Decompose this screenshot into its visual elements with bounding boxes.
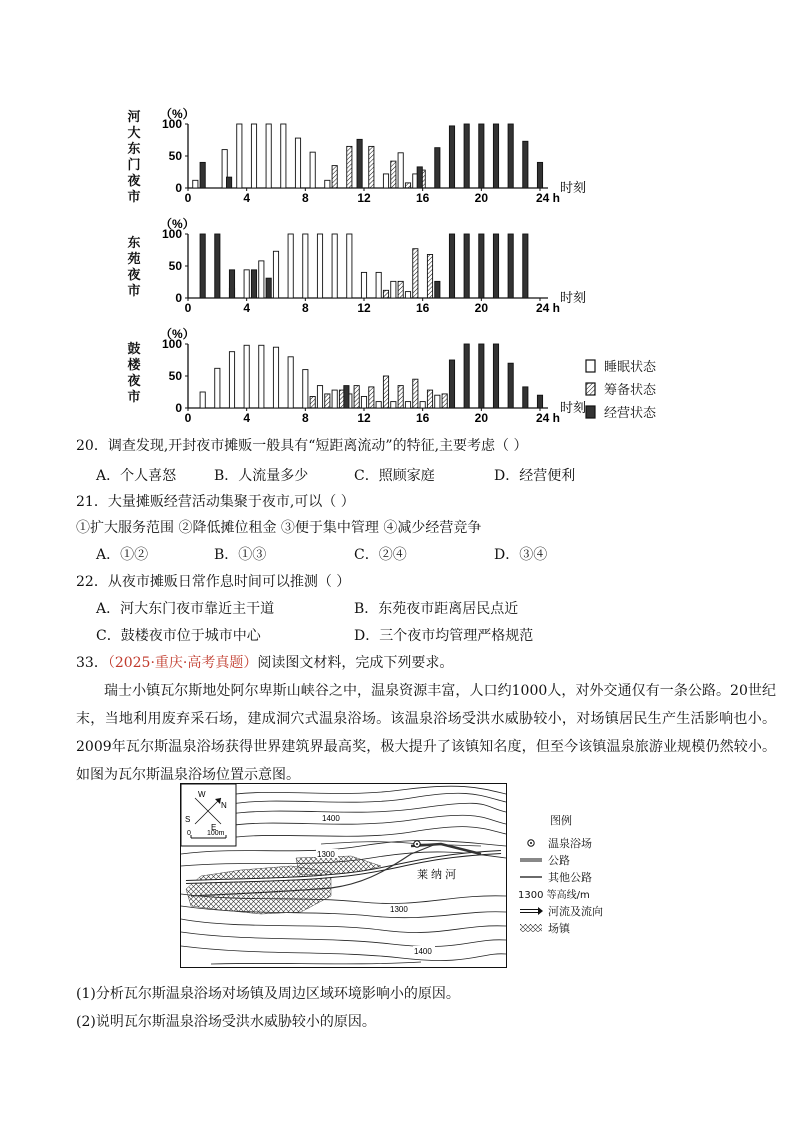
q33-instruction: 阅读图文材料，完成下列要求。: [257, 655, 454, 671]
legend-sleep: [585, 354, 656, 377]
bar-sleep: [310, 152, 315, 188]
chart-dongyuan: [120, 208, 587, 322]
chart-svg-2: [120, 208, 587, 318]
bar-sleep: [347, 234, 352, 298]
bar-sleep: [244, 270, 249, 298]
map-legend-town: [518, 919, 603, 936]
q20-option-a[interactable]: A．个人喜怒: [96, 468, 177, 484]
x-tick-label: 12: [357, 191, 371, 205]
bar-oper: [449, 126, 454, 188]
bar-oper: [464, 124, 469, 188]
bar-sleep: [317, 386, 322, 408]
x-tick-label: 12: [357, 301, 371, 315]
map-legend-river: [518, 902, 603, 919]
y-axis-label: （%）: [160, 107, 195, 121]
map-legend-other-road: [518, 868, 603, 885]
bar-sleep: [435, 395, 440, 408]
q22-option-a[interactable]: A．河大东门夜市靠近主干道: [96, 601, 275, 617]
bar-prep: [398, 281, 403, 298]
y-tick-label: 0: [175, 401, 182, 415]
y-tick-label: 0: [175, 181, 182, 195]
bar-oper: [508, 234, 513, 298]
map-legend-other-road-label: 其他公路: [548, 870, 592, 884]
x-axis-label: 时刻: [560, 180, 587, 195]
x-tick-label: 20: [474, 301, 489, 315]
chart-label-3: 鼓 楼 夜 市: [127, 342, 141, 405]
legend-prep-swatch: [585, 382, 597, 396]
q20-option-d[interactable]: D．经营便利: [494, 468, 576, 484]
bar-oper: [464, 234, 469, 298]
chart-legend: [585, 354, 656, 423]
bar-sleep: [288, 357, 293, 408]
bar-oper: [479, 124, 484, 188]
chart-hedadongmen: [120, 98, 587, 212]
compass-e: E: [211, 823, 217, 832]
chart-label-1: 河 大 东 门 夜 市: [127, 110, 141, 205]
bar-sleep: [332, 390, 337, 408]
scale-zero: 0: [187, 830, 191, 837]
bar-sleep: [273, 347, 278, 408]
q22-option-d[interactable]: D．三个夜市均管理严格规范: [354, 628, 534, 644]
bar-sleep: [391, 402, 396, 408]
x-tick-label: 20: [474, 411, 489, 425]
x-tick-label: 16: [415, 411, 430, 425]
y-tick-label: 50: [168, 149, 182, 163]
bar-prep: [347, 146, 352, 188]
bar-sleep: [295, 138, 300, 188]
legend-sleep-label: 睡眠状态: [604, 360, 657, 375]
x-tick-label: 12: [357, 411, 371, 425]
map-legend-contour: [518, 885, 603, 902]
bar-sleep: [200, 392, 205, 408]
bar-oper: [479, 234, 484, 298]
bar-prep: [405, 183, 410, 188]
compass-w: W: [198, 790, 206, 799]
x-tick-label: 8: [301, 411, 309, 425]
bar-sleep: [229, 352, 234, 408]
map-legend-river-label: 河流及流向: [548, 904, 603, 918]
bar-sleep: [215, 368, 220, 408]
map-legend-spa: [518, 834, 603, 851]
bar-oper: [479, 344, 484, 408]
y-axis-label: （%）: [160, 217, 195, 231]
bar-sleep: [391, 281, 396, 298]
bar-prep: [391, 161, 396, 188]
bar-oper: [449, 360, 454, 408]
bar-sleep: [325, 180, 330, 188]
bar-sleep: [303, 234, 308, 298]
bar-sleep: [237, 124, 242, 188]
bar-oper: [266, 278, 271, 298]
x-axis-label: 时刻: [560, 290, 587, 305]
q20-option-c[interactable]: C．照顾家庭: [354, 468, 435, 484]
compass-s: S: [185, 815, 191, 824]
bar-prep: [413, 249, 418, 298]
x-axis-label: 时刻: [560, 400, 587, 415]
x-tick-label: 24 h: [535, 411, 561, 425]
bar-sleep: [317, 234, 322, 298]
bar-sleep: [383, 174, 388, 188]
bar-sleep: [288, 234, 293, 298]
spa-icon: [518, 837, 544, 849]
bar-oper: [508, 363, 513, 408]
bar-oper: [537, 162, 542, 188]
q33-sub2: (2)说明瓦尔斯温泉浴场受洪水威胁较小的原因。: [76, 1014, 376, 1030]
bar-sleep: [361, 396, 366, 408]
q22-option-c[interactable]: C．鼓楼夜市位于城市中心: [96, 628, 261, 644]
chart-svg-1: [120, 98, 587, 208]
y-axis-label: （%）: [160, 327, 195, 341]
q33-passage: 瑞士小镇瓦尔斯地处阿尔卑斯山峡谷之中，温泉资源丰富，人口约1000人，对外交通仅有一条公路。20世纪末，当地利用废弃采石场，建成洞穴式温泉浴场。该温泉浴场受洪水威胁较小，对场镇居民生产生活影响也小。2009年瓦尔斯温泉浴场获得世界建筑界最高奖，极大提升了该镇知名度，但至今该镇温泉旅游业规模仍然较小。如图为瓦尔斯温泉浴场位置示意图。: [76, 683, 776, 783]
bar-sleep: [420, 402, 425, 408]
bar-sleep: [398, 153, 403, 188]
bar-oper: [464, 344, 469, 408]
bar-prep: [310, 396, 315, 408]
y-tick-label: 50: [168, 369, 182, 383]
bar-oper: [215, 234, 220, 298]
bar-oper: [523, 387, 528, 408]
x-tick-label: 0: [184, 191, 192, 205]
x-tick-label: 0: [184, 301, 192, 315]
bar-oper: [493, 124, 498, 188]
valls-map-svg: [181, 784, 506, 967]
bar-prep: [442, 394, 447, 408]
y-tick-label: 100: [161, 227, 182, 241]
y-tick-label: 0: [175, 291, 182, 305]
bar-sleep: [405, 292, 410, 298]
river-arrow-icon: [518, 905, 544, 917]
bar-oper: [523, 141, 528, 188]
x-tick-label: 8: [301, 301, 309, 315]
bar-oper: [357, 139, 362, 188]
map-legend: [518, 812, 603, 936]
bar-oper: [449, 234, 454, 298]
contour-label-1400-top: 1400: [322, 814, 340, 823]
bar-oper: [200, 234, 205, 298]
bar-oper: [537, 395, 542, 408]
map-legend-highway-label: 公路: [548, 853, 570, 867]
legend-prep: [585, 377, 656, 400]
q21-option-b[interactable]: B．①③: [214, 547, 267, 563]
bar-prep: [413, 379, 418, 408]
bar-oper: [417, 167, 422, 188]
legend-oper-label: 经营状态: [604, 406, 657, 421]
bar-oper: [344, 386, 349, 408]
x-tick-label: 16: [415, 191, 430, 205]
bar-oper: [200, 162, 205, 188]
chart-gulou: [120, 318, 587, 432]
bar-oper: [251, 270, 256, 298]
q33-number: 33．: [76, 655, 108, 671]
bar-oper: [493, 344, 498, 408]
q22-stem: 22．从夜市摊贩日常作息时间可以推测（ ）: [76, 574, 351, 590]
bar-oper: [523, 234, 528, 298]
bar-sleep: [303, 370, 308, 408]
map-legend-spa-label: 温泉浴场: [548, 836, 592, 850]
valls-map: [180, 783, 507, 968]
legend-sleep-swatch: [585, 359, 597, 373]
x-tick-label: 24 h: [535, 191, 561, 205]
bar-sleep: [259, 261, 264, 298]
bar-oper: [435, 148, 440, 188]
town-hatch-icon: [518, 922, 544, 934]
contour-label-1400-bottom: 1400: [414, 947, 432, 956]
contour-label-1300-top: 1300: [317, 850, 335, 859]
q22-option-b[interactable]: B．东苑夜市距离居民点近: [354, 601, 519, 617]
bar-prep: [383, 290, 388, 298]
bar-prep: [325, 394, 330, 408]
bar-oper: [508, 124, 513, 188]
bar-oper: [435, 281, 440, 298]
x-tick-label: 24 h: [535, 301, 561, 315]
bar-prep: [398, 386, 403, 408]
legend-oper-swatch: [585, 405, 597, 419]
compass-n: N: [221, 801, 227, 810]
map-legend-highway: [518, 851, 603, 868]
bar-sleep: [405, 402, 410, 408]
q33-stem: [76, 653, 453, 673]
x-tick-label: 8: [301, 191, 309, 205]
q21-stem: 21．大量摊贩经营活动集聚于夜市,可以（ ）: [76, 494, 355, 510]
bar-sleep: [273, 251, 278, 298]
bar-sleep: [376, 272, 381, 298]
bar-sleep: [193, 180, 198, 188]
bar-sleep: [259, 345, 264, 408]
bar-sleep: [332, 234, 337, 298]
q21-option-a[interactable]: A．①②: [96, 547, 149, 563]
x-tick-label: 16: [415, 301, 430, 315]
x-tick-label: 4: [243, 191, 251, 205]
bar-sleep: [266, 124, 271, 188]
map-legend-town-label: 场镇: [548, 921, 570, 935]
chart-svg-3: [120, 318, 587, 428]
q33-sub1: (1)分析瓦尔斯温泉浴场对场镇及周边区域环境影响小的原因。: [76, 986, 460, 1002]
scale-label: 100m: [207, 830, 225, 837]
bar-prep: [332, 166, 337, 188]
y-tick-label: 50: [168, 259, 182, 273]
bar-prep: [383, 376, 388, 408]
q20-option-b[interactable]: B．人流量多少: [214, 468, 309, 484]
q20-stem: 20．调查发现,开封夜市摊贩一般具有“短距离流动”的特征,主要考虑（ ）: [76, 438, 528, 454]
bar-oper: [493, 234, 498, 298]
y-tick-label: 100: [161, 337, 182, 351]
q21-option-c[interactable]: C．②④: [354, 547, 407, 563]
highway-icon: [518, 854, 544, 866]
river-name: 莱 纳 河: [417, 869, 457, 881]
x-tick-label: 4: [243, 411, 251, 425]
bar-prep: [354, 386, 359, 408]
x-tick-label: 4: [243, 301, 251, 315]
bar-oper: [226, 177, 231, 188]
q33-source: （2025·重庆·高考真题）: [107, 655, 258, 671]
other-road-icon: [518, 871, 544, 883]
bar-prep: [427, 254, 432, 298]
bar-sleep: [251, 124, 256, 188]
legend-prep-label: 筹备状态: [604, 383, 657, 398]
bar-sleep: [281, 124, 286, 188]
bar-prep: [369, 387, 374, 408]
x-tick-label: 20: [474, 191, 489, 205]
q21-items: ①扩大服务范围 ②降低摊位租金 ③便于集中管理 ④减少经营竞争: [76, 520, 482, 536]
x-tick-label: 0: [184, 411, 192, 425]
bar-prep: [369, 146, 374, 188]
q21-option-d[interactable]: D．③④: [494, 547, 548, 563]
legend-oper: [585, 400, 656, 423]
y-tick-label: 100: [161, 117, 182, 131]
chart-label-2: 东 苑 夜 市: [127, 236, 141, 299]
map-legend-contour-label: 1300 等高线/m: [518, 890, 590, 901]
contour-label-1300-bottom: 1300: [390, 905, 408, 914]
bar-sleep: [376, 402, 381, 408]
bar-prep: [427, 390, 432, 408]
bar-sleep: [361, 272, 366, 298]
bar-sleep: [244, 345, 249, 408]
map-legend-title: 图例: [550, 814, 572, 827]
bar-oper: [229, 270, 234, 298]
